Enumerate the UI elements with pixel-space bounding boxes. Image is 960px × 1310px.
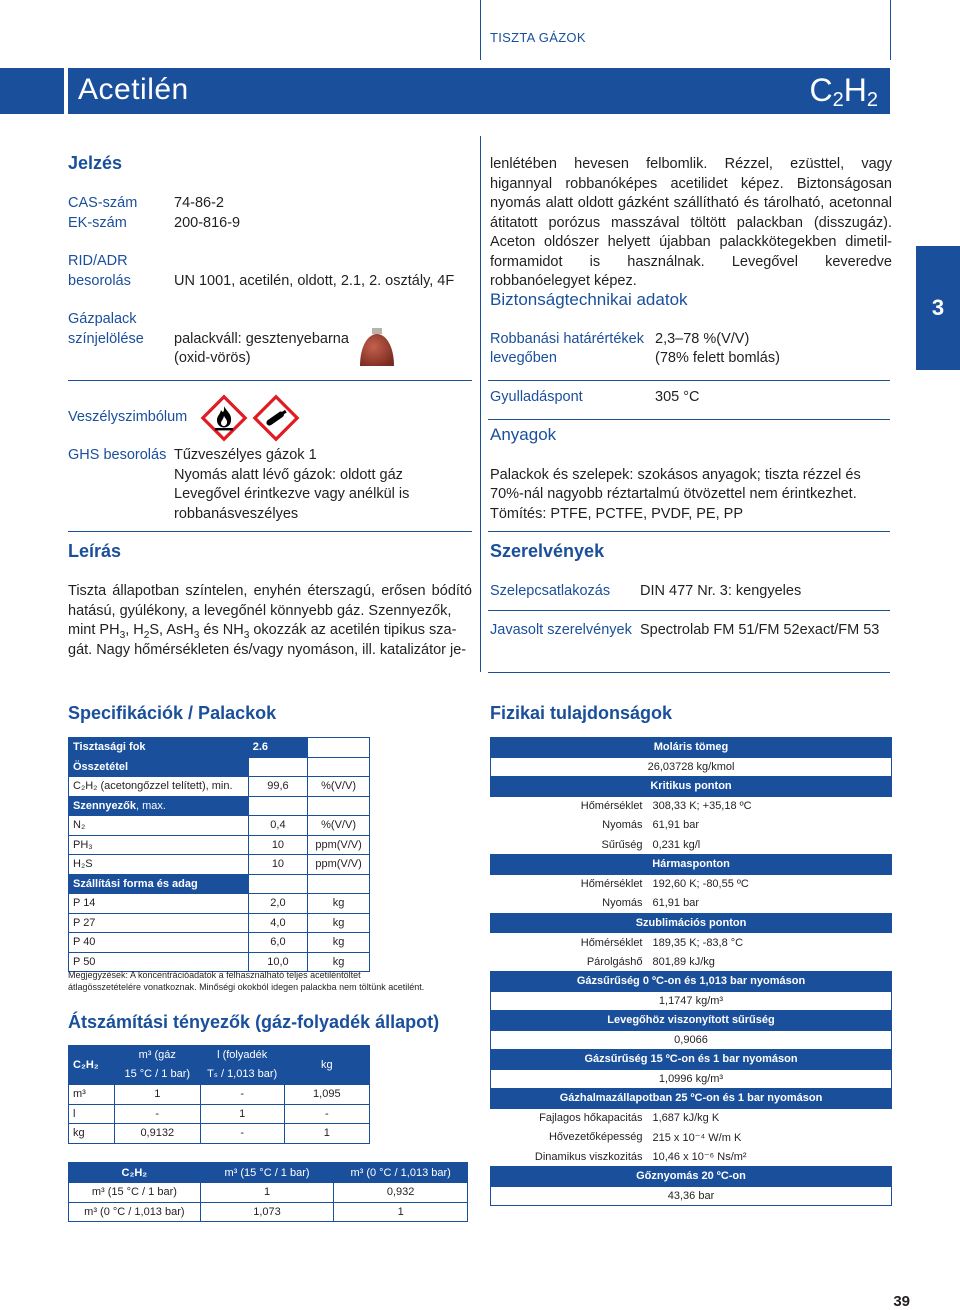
hazard-symbol-label: Veszélyszimbólum	[68, 409, 188, 425]
physical-value: 26,03728 kg/kmol	[491, 757, 892, 777]
leiras-heading: Leírás	[68, 541, 122, 561]
sub-h2s: 2	[143, 629, 150, 641]
physical-group-header: Gázsűrűség 15 ºC-on és 1 bar nyomáson	[491, 1050, 892, 1070]
physical-key: Hőmérséklet	[580, 800, 643, 812]
spec-cell-value	[248, 796, 307, 816]
category-label: TISZTA GÁZOK	[490, 30, 586, 45]
color-value-1: palackváll: gesztenyebarna	[174, 331, 349, 347]
spec-cell-unit: %(V/V)	[308, 816, 370, 836]
physical-key: Sűrűség	[601, 838, 643, 851]
rid-label-1: RID/ADR	[68, 253, 128, 269]
leiras-t2b: , H	[125, 622, 144, 638]
conv1-h1b: 15 °C / 1 bar)	[124, 1068, 191, 1080]
anyagok-heading: Anyagok	[490, 425, 557, 444]
conv1-cell: l	[69, 1104, 115, 1124]
spec-cell-value: 0,4	[248, 816, 307, 836]
gyulladaspont-value: 305 °C	[655, 389, 700, 405]
spec-cell-unit: kg	[308, 933, 370, 953]
physical-row	[491, 757, 892, 777]
conv1-row	[69, 1085, 370, 1105]
spec-cell-unit: %(V/V)	[308, 777, 370, 797]
physical-row	[491, 972, 892, 992]
conv1-cell: 1,095	[284, 1085, 369, 1105]
physical-row	[491, 796, 892, 816]
left-sep-2	[68, 531, 472, 532]
ghs-line-2: Nyomás alatt lévő gázok: oldott gáz	[174, 467, 403, 483]
spec-cell-label: P 40	[69, 933, 249, 953]
spec-cell-value: 10,0	[248, 952, 307, 972]
leiras-text-3: gát. Nagy hőmérsékleten és/vagy nyomáson, ill. katalizátor je-	[68, 642, 467, 658]
left-sep-1	[68, 380, 472, 381]
title-bar	[68, 68, 890, 114]
header-divider-right	[890, 0, 891, 60]
conversion-table-2	[68, 1162, 468, 1222]
right-sep-3	[488, 531, 890, 532]
physical-row	[491, 777, 892, 797]
spec-cell-label: Összetétel	[69, 757, 249, 777]
physical-value: 61,91 bar	[652, 897, 699, 909]
description-continued: lenlétében hevesen felbomlik. Rézzel, ezüsttel, vagy higannyal robbanóképes acetilidet képez. Biztonságosan nyomás alatt oldott gázként szállítható és tárolható, acetonnal átitatott porózus masszával töltött palackban (disszugáz). Aceton oldószer helyett újabban palackkötegekben dimetil-formamidot is használnak. Levegővel keveredve robbanóelegyet képez.	[490, 156, 892, 289]
physical-value: 0,9066	[491, 1030, 892, 1050]
szerelvenyek-heading: Szerelvények	[490, 541, 605, 561]
spec-cell-label-suffix: , max.	[135, 799, 166, 812]
physical-group-header: Gőznyomás 20 ºC-on	[491, 1167, 892, 1187]
physical-row	[491, 1167, 892, 1187]
anyagok-text-1: Palackok és szelepek: szokásos anyagok; tiszta rézzel és	[490, 467, 861, 483]
spec-row	[69, 796, 370, 816]
physical-key: Nyomás	[602, 819, 643, 832]
spec-cell-label: H₂S	[69, 855, 249, 875]
rid-label-2: besorolás	[68, 273, 131, 289]
conv2-cell: m³ (15 °C / 1 bar)	[69, 1183, 201, 1203]
physical-value: 215 x 10⁻⁴ W/m K	[652, 1131, 742, 1144]
gyulladaspont-label: Gyulladáspont	[490, 389, 583, 405]
physical-group-header: Kritikus ponton	[491, 777, 892, 797]
spec-note-1: Megjegyzések: A koncentrációadatok a felhasználható teljes acetiléntöltet	[68, 970, 361, 980]
spec-cell-label	[69, 796, 249, 816]
physical-value: 192,60 K; -80,55 ºC	[652, 878, 749, 890]
conv2-h0: C₂H₂	[69, 1163, 201, 1183]
spec-cell-unit: kg	[308, 894, 370, 914]
physical-value: 1,687 kJ/kg K	[652, 1112, 720, 1124]
conv1-h1	[114, 1046, 200, 1085]
sub-ph3: 3	[119, 629, 126, 641]
ghs-line-3: Levegővel érintkezve vagy anélkül is	[174, 486, 410, 502]
leiras-t2e: okozzák az acetilén tipikus sza-	[249, 622, 457, 638]
conv1-h0: C₂H₂	[69, 1046, 115, 1085]
conv1-cell: -	[200, 1085, 284, 1105]
spec-cell-label: PH₃	[69, 835, 249, 855]
spec-cell-unit	[308, 757, 370, 777]
jelzes-heading: Jelzés	[68, 153, 123, 173]
physical-group-header: Gázsűrűség 0 ºC-on és 1,013 bar nyomáson	[491, 972, 892, 992]
conv2-cell: 1,073	[200, 1202, 334, 1222]
anyagok-text-3: Tömítés: PTFE, PCTFE, PVDF, PE, PP	[490, 506, 743, 522]
conv1-h1a: m³ (gáz	[138, 1049, 176, 1061]
conversion-heading: Átszámítási tényezők (gáz-folyadék állapot)	[68, 1012, 440, 1032]
anyagok-text-2: 70%-nál nagyobb réztartalmú ötvözettel nem érintkezhet.	[490, 486, 857, 502]
physical-value: 189,35 K; -83,8 °C	[652, 936, 744, 949]
physical-key: Hőmérséklet	[580, 936, 643, 949]
right-sep-2	[488, 419, 890, 420]
robbanasi-label-1: Robbanási határértékek	[490, 331, 644, 347]
formula-sub2: 2	[866, 89, 878, 111]
flame-pictogram-icon	[200, 394, 248, 442]
physical-row	[491, 1069, 892, 1089]
spec-cell-value: 2.6	[248, 738, 307, 758]
conv2-h1: m³ (15 °C / 1 bar)	[200, 1163, 334, 1183]
conv2-cell: 1	[200, 1183, 334, 1203]
header-divider-left	[480, 0, 481, 60]
conv1-cell: kg	[69, 1124, 115, 1144]
spec-cell-label: Tisztasági fok	[69, 738, 249, 758]
cylinder-shoulder-icon	[356, 326, 398, 368]
conv1-cell: -	[114, 1104, 200, 1124]
spec-cell-value: 10	[248, 835, 307, 855]
conv2-head-row	[69, 1163, 468, 1183]
physical-row	[491, 894, 892, 914]
physical-value: 61,91 bar	[652, 819, 699, 832]
physical-row	[491, 991, 892, 1011]
physical-value: 10,46 x 10⁻⁶ Ns/m²	[652, 1151, 747, 1163]
szelep-value: DIN 477 Nr. 3: kengyeles	[640, 583, 802, 599]
physical-row	[491, 855, 892, 875]
spec-row	[69, 952, 370, 972]
spec-heading: Specifikációk / Palackok	[68, 703, 277, 723]
conv1-head-row	[69, 1046, 370, 1085]
physical-key: Dinamikus viszkozitás	[534, 1150, 643, 1163]
spec-cell-unit: ppm(V/V)	[308, 855, 370, 875]
spec-row	[69, 738, 370, 758]
title-bar-left-edge	[0, 68, 64, 114]
conv1-cell: -	[284, 1104, 369, 1124]
physical-value: 0,231 kg/l	[652, 838, 701, 851]
cas-label: CAS-szám	[68, 195, 138, 211]
physical-row	[491, 738, 892, 758]
spec-note-2: átlagösszetételére vonatkoznak. Minőségi okokból idegen palackba nem töltünk acetilént.	[68, 982, 425, 992]
conv1-row	[69, 1124, 370, 1144]
formula-c: C	[809, 72, 833, 108]
robbanasi-value-2: (78% felett bomlás)	[655, 350, 780, 366]
physical-group-header: Gázhalmazállapotban 25 ºC-on és 1 bar nyomáson	[491, 1089, 892, 1109]
conv1-h2b: Tₛ / 1,013 bar)	[207, 1068, 278, 1080]
spec-cell-label: C₂H₂ (acetongőzzel telített), min.	[69, 777, 249, 797]
physical-row	[491, 1147, 892, 1167]
physical-value: 308,33 K; +35,18 ºC	[652, 800, 752, 812]
color-label-2: színjelölése	[68, 331, 144, 347]
conv1-cell: 1	[200, 1104, 284, 1124]
ghs-label: GHS besorolás	[68, 447, 167, 463]
formula-sub: 2	[832, 89, 844, 111]
robbanasi-value-1: 2,3–78 %(V/V)	[655, 331, 750, 347]
right-sep-1	[488, 380, 890, 381]
ghs-line-1: Tűzveszélyes gázok 1	[174, 447, 317, 463]
physical-group-header: Moláris tömeg	[491, 738, 892, 758]
sub-ash3: 3	[193, 629, 200, 641]
spec-cell-unit: kg	[308, 913, 370, 933]
cas-value: 74-86-2	[174, 195, 224, 211]
physical-row	[491, 816, 892, 836]
physical-row	[491, 874, 892, 894]
ek-value: 200-816-9	[174, 215, 241, 231]
leiras-text-1: Tiszta állapotban színtelen, enyhén éterszagú, erősen bódító hatású, gyúlékony, a levegőnél könnyebb gáz. Szennyezők,	[68, 583, 472, 619]
leiras-t2d: és NH	[199, 622, 244, 638]
spec-cell-label: P 14	[69, 894, 249, 914]
physical-row	[491, 1128, 892, 1148]
physical-table	[490, 737, 892, 1206]
spec-cell-label: P 27	[69, 913, 249, 933]
spec-row	[69, 777, 370, 797]
physical-key: Hővezetőképesség	[548, 1131, 643, 1144]
robbanasi-label-2: levegőben	[490, 350, 557, 366]
spec-table	[68, 737, 370, 972]
spec-cell-value: 10	[248, 855, 307, 875]
physical-value: 801,89 kJ/kg	[652, 955, 715, 968]
physical-row	[491, 1011, 892, 1031]
physical-row	[491, 1186, 892, 1206]
javasolt-value: Spectrolab FM 51/FM 52exact/FM 53	[640, 622, 880, 638]
conv1-cell: 1	[114, 1085, 200, 1105]
spec-cell-unit	[308, 796, 370, 816]
physical-value: 1,1747 kg/m³	[491, 991, 892, 1011]
leiras-t2a: mint PH	[68, 622, 120, 638]
conv1-cell: 0,9132	[114, 1124, 200, 1144]
color-value-2: (oxid-vörös)	[174, 350, 251, 366]
physical-heading: Fizikai tulajdonságok	[490, 703, 673, 723]
spec-cell-label: N₂	[69, 816, 249, 836]
spec-cell-unit	[308, 738, 370, 758]
conv2-row	[69, 1202, 468, 1222]
physical-row	[491, 913, 892, 933]
spec-row	[69, 874, 370, 894]
conv2-h2: m³ (0 °C / 1,013 bar)	[334, 1163, 468, 1183]
physical-key: Nyomás	[602, 897, 643, 909]
spec-row	[69, 835, 370, 855]
spec-cell-unit	[308, 874, 370, 894]
spec-cell-label-main: Szennyezők	[73, 799, 136, 812]
physical-row	[491, 1108, 892, 1128]
chapter-number: 3	[931, 295, 945, 320]
physical-row	[491, 1030, 892, 1050]
conv2-cell: m³ (0 °C / 1,013 bar)	[69, 1202, 201, 1222]
right-sep-4	[488, 610, 890, 611]
spec-row	[69, 913, 370, 933]
right-sep-5	[488, 672, 890, 673]
conv2-cell: 0,932	[334, 1183, 468, 1203]
conv1-cell: m³	[69, 1085, 115, 1105]
conv1-cell: -	[200, 1124, 284, 1144]
conv1-h3: kg	[284, 1046, 369, 1085]
column-divider	[480, 136, 481, 672]
page-title: Acetilén	[78, 73, 189, 106]
spec-row	[69, 816, 370, 836]
spec-row	[69, 855, 370, 875]
ghs-line-4: robbanásveszélyes	[174, 506, 299, 522]
chemical-formula	[810, 72, 878, 112]
spec-row	[69, 894, 370, 914]
spec-cell-value: 6,0	[248, 933, 307, 953]
biztonsag-heading: Biztonságtechnikai adatok	[490, 290, 688, 309]
physical-group-header: Levegőhöz viszonyított sűrűség	[491, 1011, 892, 1031]
rid-value: UN 1001, acetilén, oldott, 2.1, 2. osztály, 4F	[174, 273, 455, 289]
sub-nh3: 3	[243, 629, 250, 641]
physical-group-header: Hármasponton	[491, 855, 892, 875]
spec-cell-value	[248, 757, 307, 777]
conv1-h2	[200, 1046, 284, 1085]
conv1-row	[69, 1104, 370, 1124]
spec-cell-value: 99,6	[248, 777, 307, 797]
chapter-tab	[916, 246, 960, 370]
spec-cell-value	[248, 874, 307, 894]
spec-cell-value: 4,0	[248, 913, 307, 933]
physical-row	[491, 835, 892, 855]
spec-cell-value: 2,0	[248, 894, 307, 914]
conversion-table-1	[68, 1045, 370, 1144]
javasolt-label: Javasolt szerelvények	[490, 622, 632, 638]
leiras-t2c: S, AsH	[149, 622, 194, 638]
gas-cylinder-pictogram-icon	[252, 394, 300, 442]
physical-key: Párolgáshő	[586, 955, 643, 968]
spec-cell-unit: ppm(V/V)	[308, 835, 370, 855]
conv2-cell: 1	[334, 1202, 468, 1222]
conv2-row	[69, 1183, 468, 1203]
physical-value: 43,36 bar	[491, 1186, 892, 1206]
physical-row	[491, 933, 892, 953]
formula-h: H	[843, 72, 867, 108]
color-label-1: Gázpalack	[68, 311, 137, 327]
physical-row	[491, 952, 892, 972]
spec-row	[69, 757, 370, 777]
physical-key: Fajlagos hőkapacitás	[539, 1112, 643, 1124]
spec-cell-label: Szállítási forma és adag	[69, 874, 249, 894]
spec-row	[69, 933, 370, 953]
physical-group-header: Szublimációs ponton	[491, 913, 892, 933]
szelep-label: Szelepcsatlakozás	[490, 583, 611, 599]
physical-row	[491, 1050, 892, 1070]
conv1-cell: 1	[284, 1124, 369, 1144]
physical-value: 1,0996 kg/m³	[491, 1069, 892, 1089]
page-number: 39	[893, 1293, 910, 1310]
physical-key: Hőmérséklet	[580, 878, 643, 890]
spec-cell-label: P 50	[69, 952, 249, 972]
ek-label: EK-szám	[68, 215, 127, 231]
physical-row	[491, 1089, 892, 1109]
spec-cell-unit: kg	[308, 952, 370, 972]
conv1-h2a: l (folyadék	[217, 1049, 268, 1061]
